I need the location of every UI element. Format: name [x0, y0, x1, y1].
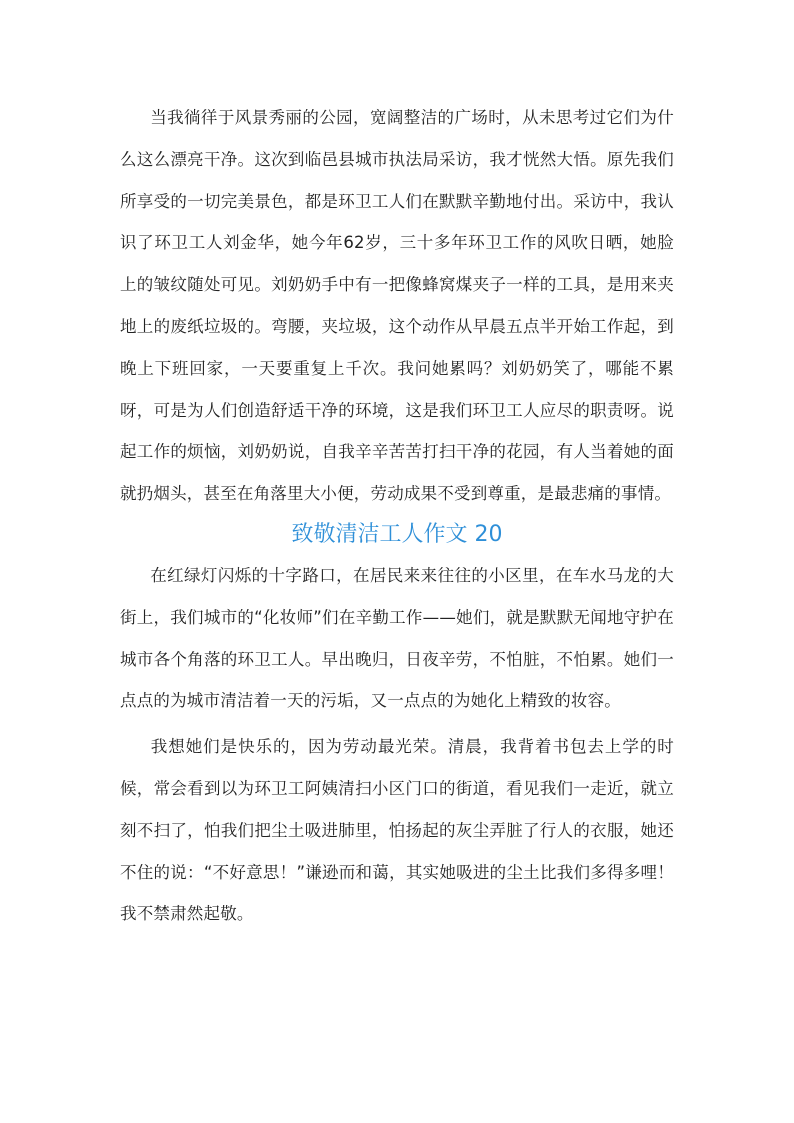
- paragraph-1-text: 当我徜徉于风景秀丽的公园，宽阔整洁的广场时，从未思考过它们为什么这么漂亮干净。这次到临邑县城市执法局采访，我才恍然大悟。原先我们所享受的一切完美景色，都是环卫工人们在默默辛勤地付出。采访中，我认识了环卫工人刘金华，她今年62岁，三十多年环卫工作的风吹日晒，她脸上的皱纹随处可见。刘奶奶手中有一把像蜂窝煤夹子一样的工具，是用来夹地上的废纸垃圾的。弯腰，夹垃圾，这个动作从早晨五点半开始工作起，到晚上下班回家，一天要重复上千次。我问她累吗？刘奶奶笑了，哪能不累呀，可是为人们创造舒适干净的环境，这是我们环卫工人应尽的职责呀。说起工作的烦恼，刘奶奶说，自我辛辛苦苦打扫干净的花园，有人当着她的面就扔烟头，甚至在角落里大小便，劳动成果不受到尊重，是最悲痛的事情。: [120, 108, 674, 504]
- paragraph-2-text: 在红绿灯闪烁的十字路口，在居民来来往往的小区里，在车水马龙的大街上，我们城市的“化妆师”们在辛勤工作——她们，就是默默无闻地守护在城市各个角落的环卫工人。早出晚归，日夜辛劳，不怕脏，不怕累。她们一点点的为城市清洁着一天的污垢，又一点点的为她化上精致的妆容。: [120, 565, 674, 711]
- paragraph-3: [120, 726, 674, 935]
- paragraph-1: [120, 97, 674, 515]
- document-page: [120, 97, 674, 935]
- section-heading: 致敬清洁工人作文 20: [291, 521, 503, 547]
- paragraph-3-text: 我想她们是快乐的，因为劳动最光荣。清晨，我背着书包去上学的时候，常会看到以为环卫工阿姨清扫小区门口的街道，看见我们一走近，就立刻不扫了，怕我们把尘土吸进肺里，怕扬起的灰尘弄脏了行人的衣服，她还不住的说：“不好意思！”谦逊而和蔼，其实她吸进的尘土比我们多得多哩！我不禁肃然起敬。: [120, 737, 674, 924]
- paragraph-2: [120, 555, 674, 722]
